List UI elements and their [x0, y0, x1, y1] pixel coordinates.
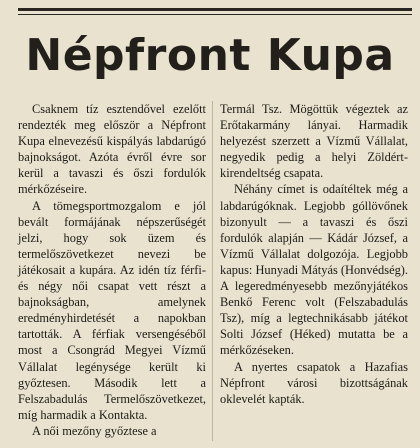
- left-paragraph-1: Csaknem tíz esztendővel ezelőtt rendezték meg először a Népfront Kupa elnevezésű kispályás labdarúgó bajnokságot. Azóta évről évre sor kerül a tavaszi és őszi fordulók mérkőzéseire.: [18, 102, 206, 197]
- right-column: [220, 101, 408, 407]
- column-divider: [212, 101, 213, 441]
- left-paragraph-3: A női mezőny győztese a: [32, 423, 157, 438]
- left-paragraph-2: A tömegsportmozgalom e jól bevált formájának népszerűségét jelzi, hogy sok üzem és termelőszövetkezet nevezi be játékosait a kupára. Az idén tíz férfi- és négy női csapat vett részt a bajnokságban, amelynek eredményhirdetését a napokban tartották. A férfiak versengéséből most a Csongrád Megyei Vízmű Vállalat legénysége került ki győztesen. Második lett a Felszabadulás Termelőszövetkezet, míg harmadik a Kontakta.: [18, 198, 206, 422]
- top-rule-thick: [18, 8, 412, 11]
- top-rule-thin: [18, 14, 412, 15]
- right-paragraph-2: Néhány címet is odaítéltek még a labdarúgóknak. Legjobb góllövőnek bizonyult — a tavaszi és őszi fordulók alapján — Kádár József, a Vízmű Vállalat dolgozója. Legjobb kapus: Hunyadi Mátyás (Honvédség). A legeredményesebb mezőnyjátékos Benkő Ferenc volt (Felszabadulás Tsz), míg a legtechnikásabb játékot Solti József (Héked) mutatta be a mérkőzéseken.: [220, 182, 408, 358]
- article-title: Népfront Kupa: [25, 30, 395, 81]
- right-paragraph-1: Termál Tsz. Mögöttük végeztek az Erőtakarmány lányai. Harmadik helyezést szerzett a Vízmű Vállalat, negyedik pedig a helyi Zöldért-kirendeltség csapata.: [220, 102, 408, 181]
- right-paragraph-3: A nyertes csapatok a Hazafias Népfront városi bizottságának oklevelét kapták.: [220, 359, 408, 406]
- left-column: [18, 101, 206, 439]
